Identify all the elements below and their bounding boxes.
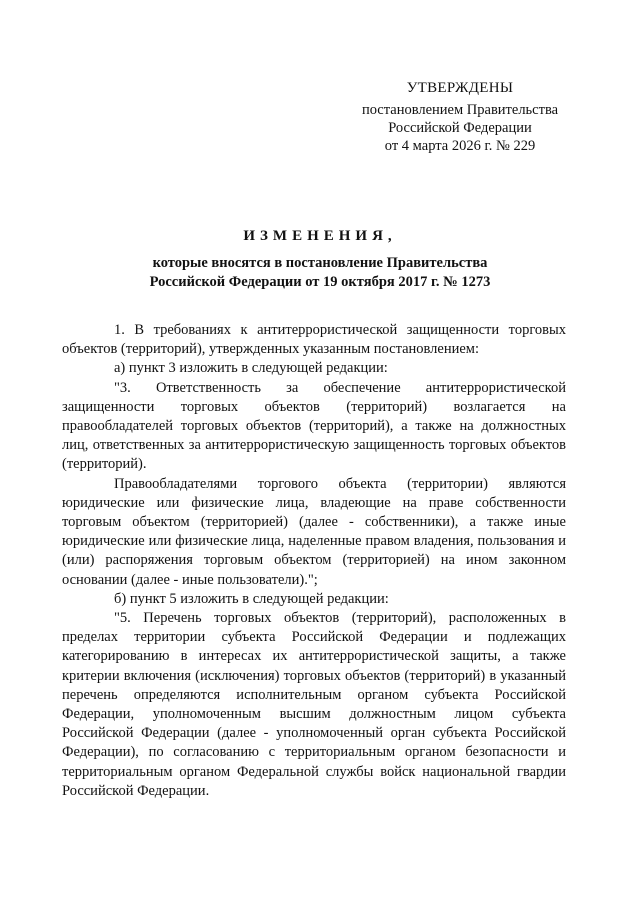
document-subtitle-line-1: которые вносятся в постановление Правительства [152,255,488,271]
document-body [62,321,566,801]
approval-line-3: от 4 марта 2026 г. № 229 [384,138,536,154]
paragraph-6: "5. Перечень торговых объектов (территорий), расположенных в пределах территории субъекта Российской Федерации и подлежащих категорированию в интересах их антитеррористической защиты, а также критерии включения (исключения) торговых объектов (территорий) в указанный перечень определяются исполнительным органом субъекта Российской Федерации, уполномоченным высшим должностным лицом субъекта Российской Федерации (далее - уполномоченный орган субъекта Российской Федерации), по согласованию с территориальным органом безопасности и территориальным органом Федеральной службы войск национальной гвардии Российской Федерации. [62,610,566,799]
paragraph-2: а) пункт 3 изложить в следующей редакции: [114,360,388,377]
approved-label: УТВЕРЖДЕНЫ [406,80,514,96]
approval-line-1: постановлением Правительства [361,102,559,118]
approval-line-2: Российской Федерации [388,120,532,136]
document-subtitle-line-2: Российской Федерации от 19 октября 2017 г. № 1273 [149,273,491,290]
paragraph-1: 1. В требованиях к антитеррористической защищенности торговых объектов (территорий), утвержденных указанным постановлением: [62,322,566,358]
approval-stamp [330,79,590,155]
paragraph-5: б) пункт 5 изложить в следующей редакции: [114,590,389,607]
document-heading [60,226,580,291]
paragraph-4: Правообладателями торгового объекта (территории) являются юридические или физические лица, владеющие на праве собственности торговым объектом (территорией) (далее - собственники), а также иные юридические или физические лица, наделенные правом владения, пользования и (или) распоряжения торговым объектом (территорией) на ином законном основании (далее - иные пользователи)."; [62,475,566,588]
paragraph-3: "3. Ответственность за обеспечение антитеррористической защищенности торговых объектов (территорий) возлагается на правообладателей торговых объектов (территорий), а также на должностных лиц, ответственных за антитеррористическую защищенность торговых объектов (территорий). [62,379,566,473]
document-title: ИЗМЕНЕНИЯ, [243,228,397,244]
